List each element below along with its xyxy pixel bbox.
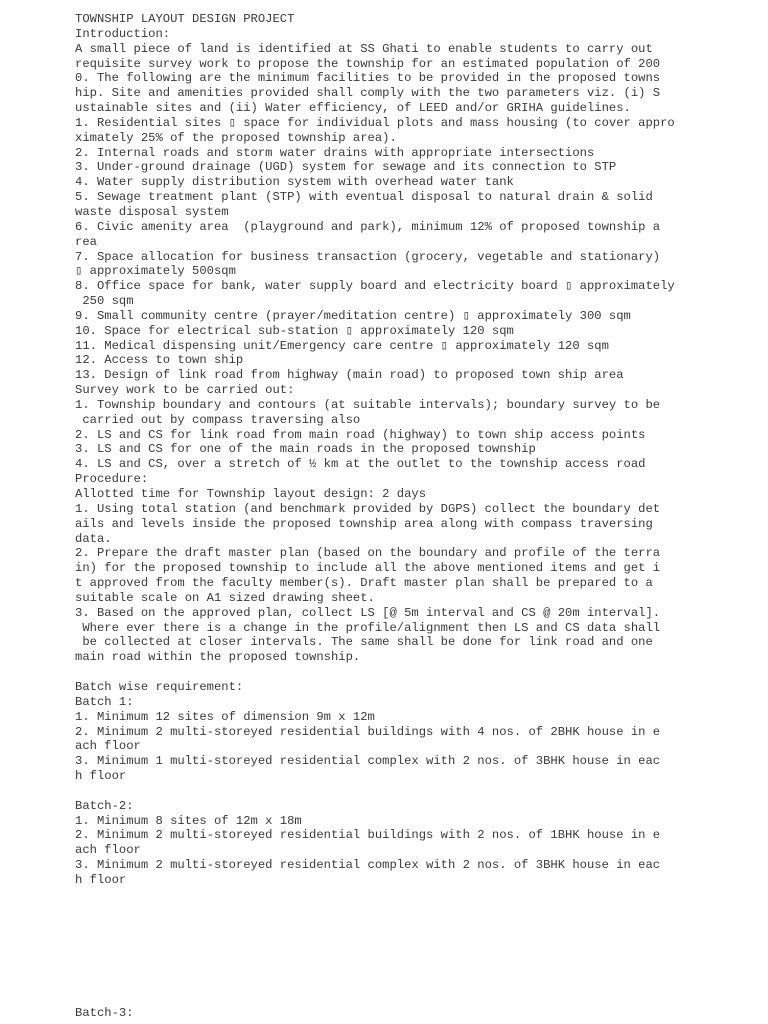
text-line: Allotted time for Township layout design: 2 days: [75, 487, 427, 501]
text-line: 9. Small community centre (prayer/meditation centre) ▯ approximately 300 sqm: [75, 308, 631, 323]
text-line: data.: [75, 531, 112, 546]
text-line: ximately 25% of the proposed township area).: [75, 130, 397, 145]
text-line: hip. Site and amenities provided shall comply with the two parameters viz. (i) S: [75, 86, 661, 101]
text-line: ▯ approximately 500sqm: [75, 264, 236, 279]
text-line: 2. LS and CS for link road from main road (highway) to town ship access points: [75, 427, 646, 442]
text-line: 6. Civic amenity area (playground and park), minimum 12% of proposed township a: [75, 219, 661, 234]
text-line: Batch 1:: [75, 694, 134, 709]
text-line: 8. Office space for bank, water supply board and electricity board ▯ approximately: [75, 279, 675, 294]
text-line: in) for the proposed township to include all the above mentioned items and get i: [75, 561, 661, 576]
text-line: h floor: [75, 872, 127, 887]
text-line: 2. Internal roads and storm water drains with appropriate intersections: [75, 145, 595, 160]
text-line: Procedure:: [75, 472, 149, 487]
text-line: Where ever there is a change in the profile/alignment then LS and CS data shall: [75, 620, 661, 635]
text-line: waste disposal system: [75, 204, 229, 219]
text-line: [75, 784, 755, 799]
text-line: 12. Access to town ship: [75, 353, 244, 368]
text-line: 13. Design of link road from highway (main road) to proposed town ship area: [75, 368, 624, 383]
text-line: 0. The following are the minimum facilities to be provided in the proposed towns: [75, 71, 661, 86]
text-line: be collected at closer intervals. The same shall be done for link road and one: [75, 635, 653, 650]
text-line: 1. Minimum 8 sites of 12m x 18m: [75, 813, 302, 828]
text-line: 1. Using total station (and benchmark provided by DGPS) collect the boundary det: [75, 501, 661, 516]
text-line: 3. Based on the approved plan, collect LS [@ 5m interval and CS @ 20m interval].: [75, 605, 661, 620]
text-line: 3. Minimum 2 multi-storeyed residential complex with 2 nos. of 3BHK house in eac: [75, 858, 661, 873]
text-line: main road within the proposed township.: [75, 650, 361, 665]
text-line: 4. LS and CS, over a stretch of ½ km at the outlet to the township access road: [75, 457, 646, 472]
text-line: suitable scale on A1 sized drawing sheet.: [75, 590, 375, 605]
text-line: t approved from the faculty member(s). Draft master plan shall be prepared to a: [75, 576, 653, 591]
text-line: 1. Township boundary and contours (at suitable intervals); boundary survey to be: [75, 397, 661, 412]
text-line: 2. Minimum 2 multi-storeyed residential buildings with 2 nos. of 1BHK house in e: [75, 828, 661, 843]
text-line: 3. Under-ground drainage (UGD) system for sewage and its connection to STP: [75, 160, 617, 175]
text-line: ustainable sites and (ii) Water efficiency, of LEED and/or GRIHA guidelines.: [75, 101, 631, 116]
text-line: ach floor: [75, 739, 141, 754]
text-line: 10. Space for electrical sub-station ▯ approximately 120 sqm: [75, 323, 514, 338]
text-line: Batch wise requirement:: [75, 679, 244, 694]
text-line: 2. Prepare the draft master plan (based on the boundary and profile of the terra: [75, 546, 661, 561]
text-line: ails and levels inside the proposed township area along with compass traversing: [75, 516, 653, 531]
text-line: carried out by compass traversing also: [75, 412, 361, 427]
text-line: rea: [75, 234, 97, 249]
text-line: 7. Space allocation for business transaction (grocery, vegetable and stationary): [75, 249, 661, 264]
batch-3-heading: Batch-3:: [75, 1006, 134, 1020]
document-text: [75, 12, 755, 888]
text-line: A small piece of land is identified at SS Ghati to enable students to carry out: [75, 41, 653, 56]
text-line: Batch-2:: [75, 798, 134, 813]
text-line: 3. LS and CS for one of the main roads in the proposed township: [75, 442, 536, 457]
text-line: ach floor: [75, 843, 141, 858]
text-line: 250 sqm: [75, 294, 134, 309]
text-line: 1. Residential sites ▯ space for individual plots and mass housing (to cover appro: [75, 115, 675, 130]
text-line: Introduction:: [75, 26, 171, 41]
text-line: TOWNSHIP LAYOUT DESIGN PROJECT: [75, 12, 295, 26]
text-line: [75, 665, 755, 680]
text-line: Survey work to be carried out:: [75, 383, 295, 398]
text-line: 4. Water supply distribution system with overhead water tank: [75, 175, 514, 190]
text-line: 5. Sewage treatment plant (STP) with eventual disposal to natural drain & solid: [75, 190, 653, 205]
text-line: 2. Minimum 2 multi-storeyed residential buildings with 4 nos. of 2BHK house in e: [75, 724, 661, 739]
text-line: 11. Medical dispensing unit/Emergency care centre ▯ approximately 120 sqm: [75, 338, 609, 353]
text-line: 1. Minimum 12 sites of dimension 9m x 12m: [75, 709, 375, 724]
text-line: requisite survey work to propose the township for an estimated population of 200: [75, 56, 661, 71]
text-line: h floor: [75, 769, 127, 784]
text-line: 3. Minimum 1 multi-storeyed residential complex with 2 nos. of 3BHK house in eac: [75, 754, 661, 769]
